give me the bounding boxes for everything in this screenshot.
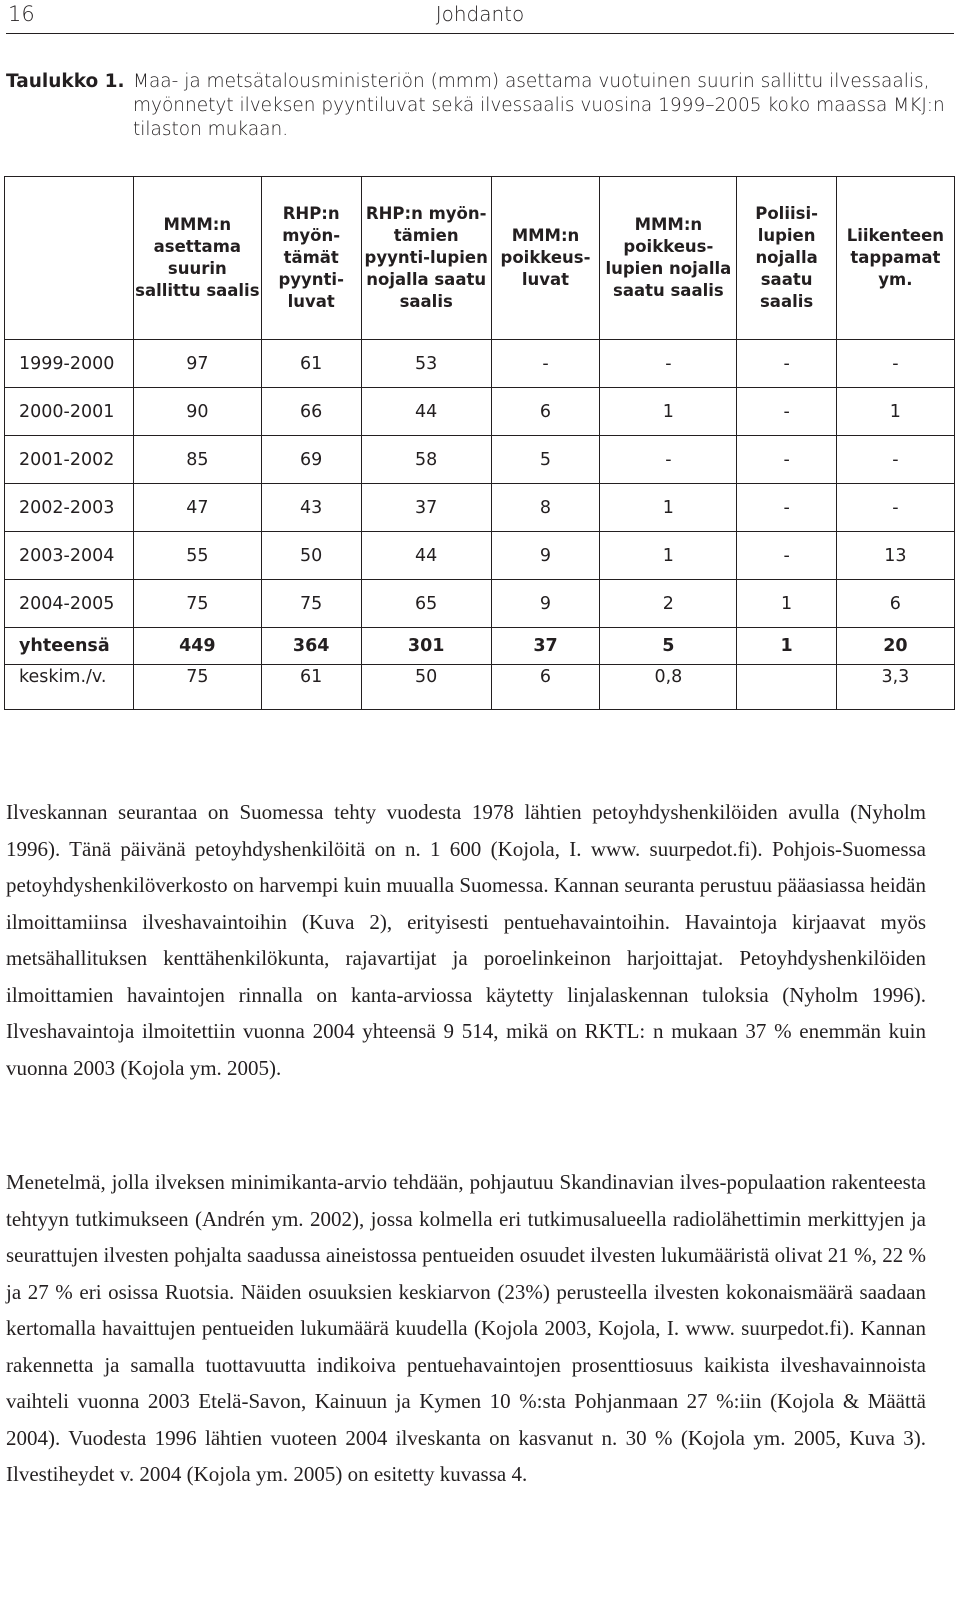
header-cell: MMM:n poikkeus-luvat (491, 177, 600, 340)
table-cell: 50 (261, 532, 361, 580)
table-cell: 97 (134, 340, 262, 388)
row-label-cell: 2004-2005 (5, 580, 134, 628)
table-cell: 301 (361, 628, 491, 665)
page-number: 16 (8, 2, 35, 26)
table-cell: 449 (134, 628, 262, 665)
header-cell: Liikenteen tappamat ym. (836, 177, 954, 340)
table-cell: - (737, 340, 836, 388)
table-cell: 75 (134, 580, 262, 628)
table-cell: 85 (134, 436, 262, 484)
table-row (5, 484, 955, 532)
data-table (4, 176, 955, 710)
chapter-title: Johdanto (435, 2, 525, 26)
table-cell: 65 (361, 580, 491, 628)
running-header (0, 0, 960, 36)
table-cell: - (836, 436, 954, 484)
table-cell: 55 (134, 532, 262, 580)
table-cell: 37 (491, 628, 600, 665)
table-cell: 61 (261, 665, 361, 710)
table-cell: 9 (491, 532, 600, 580)
table-cell: 3,3 (836, 665, 954, 710)
table-cell: 37 (361, 484, 491, 532)
header-cell (5, 177, 134, 340)
average-row (5, 665, 955, 710)
table-header-row (5, 177, 955, 340)
table-cell: 5 (600, 628, 737, 665)
row-label-cell: yhteensä (5, 628, 134, 665)
row-label-cell: 2000-2001 (5, 388, 134, 436)
table-cell: - (836, 484, 954, 532)
table-cell: 90 (134, 388, 262, 436)
table-cell: 364 (261, 628, 361, 665)
table-row (5, 532, 955, 580)
table-cell: 9 (491, 580, 600, 628)
table-cell: 13 (836, 532, 954, 580)
table-cell: 1 (737, 628, 836, 665)
row-label-cell: 2001-2002 (5, 436, 134, 484)
table-cell: 6 (836, 580, 954, 628)
table-cell: 61 (261, 340, 361, 388)
table-caption (6, 70, 950, 142)
header-cell: RHP:n myön-tämien pyynti-lupien nojalla saatu saalis (361, 177, 491, 340)
table-cell: 1 (600, 388, 737, 436)
row-label-cell: 2002-2003 (5, 484, 134, 532)
table-cell: 1 (600, 484, 737, 532)
caption-label: Taulukko 1. (6, 71, 125, 92)
table-cell (737, 665, 836, 710)
table-cell: 53 (361, 340, 491, 388)
row-label-cell: 1999-2000 (5, 340, 134, 388)
body-paragraph: Menetelmä, jolla ilveksen minimikanta-arvio tehdään, pohjautuu Skandinavian ilves-populaation rakenteesta tehtyyn tutkimukseen (Andrén ym. 2002), jossa kolmella eri tutkimusalueella radiolähettimin merkittyjen ja seurattujen ilvesten pohjalta saadussa aineistossa pentueiden osuudet ilvesten lukumääristä olivat 21 %, 22 % ja 27 % eri osissa Ruotsia. Näiden osuuksien keskiarvon (23%) perusteella ilvesten kokonaismäärä saadaan kertomalla havaittujen pentueiden lukumäärä kuudella (Kojola 2003, Kojola, I. www. suurpedot.fi). Kannan rakennetta ja samalla tuottavuutta indikoiva pentuehavaintojen prosenttiosuus kaikista ilveshavainnoista vaihteli vuonna 2003 Etelä-Savon, Kainuun ja Kymen 10 %:sta Pohjanmaan 27 %:iin (Kojola & Määttä 2004). Vuodesta 1996 lähtien vuoteen 2004 ilveskanta on kasvanut n. 30 % (Kojola ym. 2005, Kuva 3). Ilvestiheydet v. 2004 (Kojola ym. 2005) on esitetty kuvassa 4. (6, 1170, 926, 1486)
table-row (5, 388, 955, 436)
header-cell: MMM:n asettama suurin sallittu saalis (134, 177, 262, 340)
table-cell: 0,8 (600, 665, 737, 710)
table-row (5, 580, 955, 628)
table-cell: - (836, 340, 954, 388)
table-cell: 1 (737, 580, 836, 628)
table-cell: 6 (491, 388, 600, 436)
table-cell: 43 (261, 484, 361, 532)
row-label-cell: keskim./v. (5, 665, 134, 710)
table-row (5, 340, 955, 388)
table-cell: - (600, 340, 737, 388)
header-cell: MMM:n poikkeus-lupien nojalla saatu saalis (600, 177, 737, 340)
table-cell: - (737, 484, 836, 532)
table-cell: 1 (836, 388, 954, 436)
table-cell: 75 (261, 580, 361, 628)
header-cell: Poliisi-lupien nojalla saatu saalis (737, 177, 836, 340)
body-paragraph: Ilveskannan seurantaa on Suomessa tehty vuodesta 1978 lähtien petoyhdyshenkilöiden avulla (Nyholm 1996). Tänä päivänä petoyhdyshenkilöitä on n. 1 600 (Kojola, I. www. suurpedot.fi). Pohjois-Suomessa petoyhdyshenkilöverkosto on harvempi kuin muualla Suomessa. Kannan seuranta perustuu pääasiassa heidän ilmoittamiinsa ilveshavaintoihin (Kuva 2), erityisesti pentuehavaintoihin. Havaintoja kirjaavat myös metsähallituksen kenttähenkilökunta, rajavartijat ja poroelinkeinon harjoittajat. Petoyhdyshenkilöiden ilmoittamien havaintojen rinnalla on kanta-arviossa käytetty linjalaskennan tuloksia (Nyholm 1996). Ilveshavaintoja ilmoitettiin vuonna 2004 yhteensä 9 514, mikä on RKTL: n mukaan 37 % enemmän kuin vuonna 2003 (Kojola ym. 2005). (6, 800, 926, 1080)
table-cell: 20 (836, 628, 954, 665)
table-cell: 5 (491, 436, 600, 484)
table-cell: 8 (491, 484, 600, 532)
table-cell: 1 (600, 532, 737, 580)
table-cell: 75 (134, 665, 262, 710)
table-cell: 66 (261, 388, 361, 436)
table-cell: 69 (261, 436, 361, 484)
table-row (5, 436, 955, 484)
table-body (5, 340, 955, 710)
table-cell: - (737, 388, 836, 436)
table-cell: - (491, 340, 600, 388)
table-cell: 58 (361, 436, 491, 484)
table-cell: 47 (134, 484, 262, 532)
table-cell: - (600, 436, 737, 484)
table-cell: 44 (361, 532, 491, 580)
header-rule (6, 33, 954, 34)
header-cell: RHP:n myön-tämät pyynti-luvat (261, 177, 361, 340)
table-cell: 2 (600, 580, 737, 628)
caption-text: Maa- ja metsätalousministeriön (mmm) asettama vuotuinen suurin sallittu ilvessaalis, myönnetyt ilveksen pyyntiluvat sekä ilvessaalis vuosina 1999–2005 koko maassa MKJ:n tilaston mukaan. (133, 71, 945, 140)
table-cell: 44 (361, 388, 491, 436)
row-label-cell: 2003-2004 (5, 532, 134, 580)
table-cell: - (737, 436, 836, 484)
total-row (5, 628, 955, 665)
table-cell: 6 (491, 665, 600, 710)
table-cell: 50 (361, 665, 491, 710)
table-cell: - (737, 532, 836, 580)
